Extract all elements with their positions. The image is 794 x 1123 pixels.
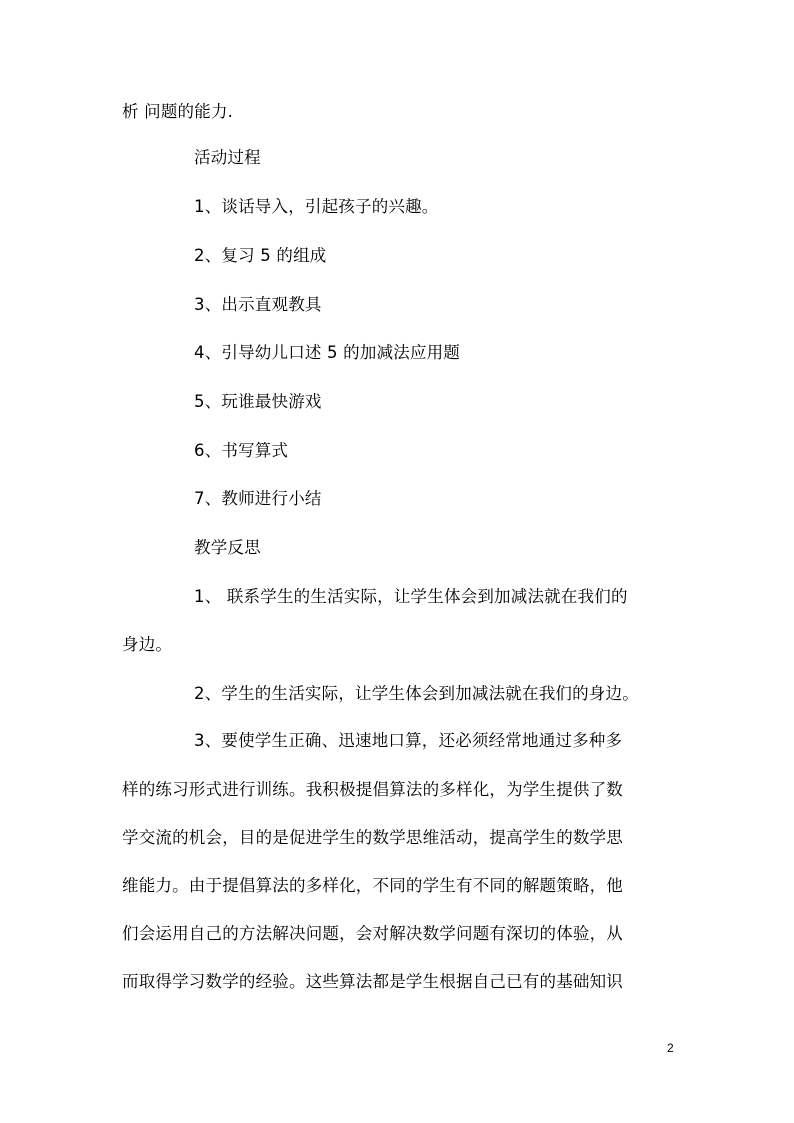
- list-item-6: 6、书写算式: [194, 441, 289, 460]
- paragraph-line: 样的练习形式进行训练。我积极提倡算法的多样化，为学生提供了数: [122, 780, 623, 799]
- page-number: 2: [667, 1041, 674, 1055]
- list-item-4: 4、引导幼儿口述 5 的加减法应用题: [194, 343, 461, 362]
- list-item-7: 7、教师进行小结: [194, 489, 322, 508]
- reflection-item-1-continued: 身边。: [122, 635, 173, 654]
- reflection-item-1: 1、 联系学生的生活实际，让学生体会到加减法就在我们的: [194, 587, 628, 606]
- paragraph-line: 们会运用自己的方法解决问题，会对解决数学问题有深切的体验，从: [122, 924, 623, 943]
- reflection-item-3: 3、要使学生正确、迅速地口算，还必须经常地通过多种多: [194, 731, 623, 750]
- section-heading-teaching-reflection: 教学反思: [194, 538, 261, 557]
- paragraph-line: 而取得学习数学的经验。这些算法都是学生根据自己已有的基础知识: [122, 972, 623, 991]
- list-item-1: 1、谈话导入，引起孩子的兴趣。: [194, 197, 439, 216]
- paragraph-line: 维能力。由于提倡算法的多样化，不同的学生有不同的解题策略，他: [122, 876, 623, 895]
- list-item-3: 3、出示直观教具: [194, 295, 322, 314]
- list-item-2: 2、复习 5 的组成: [194, 246, 327, 265]
- text-line-1: 析 问题的能力.: [122, 102, 234, 121]
- reflection-item-2: 2、学生的生活实际，让学生体会到加减法就在我们的身边。: [194, 684, 639, 703]
- paragraph-line: 学交流的机会，目的是促进学生的数学思维活动，提高学生的数学思: [122, 828, 623, 847]
- section-heading-activity-process: 活动过程: [194, 148, 261, 167]
- list-item-5: 5、玩谁最快游戏: [194, 392, 322, 411]
